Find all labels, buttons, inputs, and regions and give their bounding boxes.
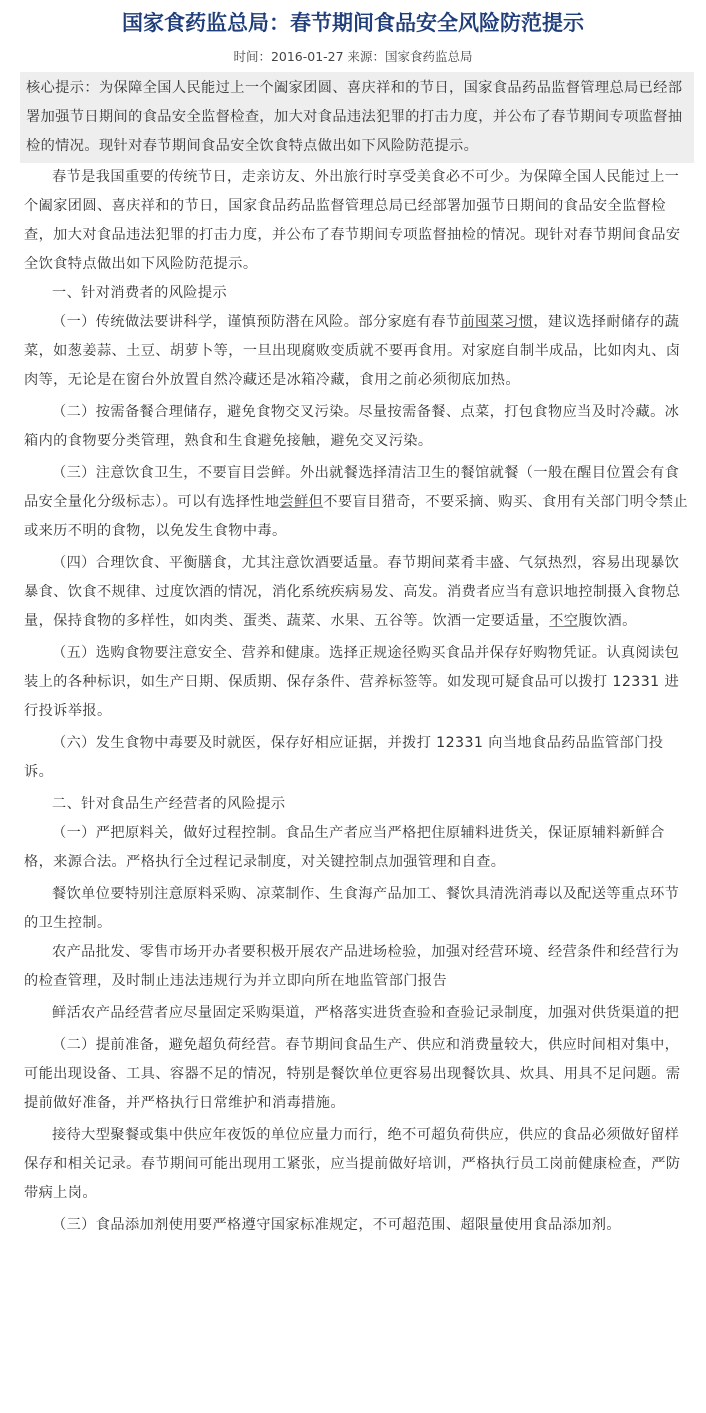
- producer-tip-1: （一）严把原料关，做好过程控制。食品生产者应当严格把住原辅料进货关，保证原辅料新鲜合格，来源合法。严格执行全过程记录制度，对关键控制点加强管理和自查。: [24, 825, 665, 870]
- consumer-tip-4-text: （四）合理饮食、平衡膳食，尤其注意饮酒要适量。春节期间菜肴丰盛、气氛热烈，容易出现暴饮暴食、饮食不规律、过度饮酒的情况，消化系统疾病易发、高发。消费者应当有意识地控制摄入食物总量，保持食物的多样性，如肉类、蛋类、蔬菜、水果、五谷等。饮酒一定要适量，: [24, 555, 681, 629]
- producer-tip-2: （二）提前准备，避免超负荷经营。春节期间食品生产、供应和消费量较大，供应时间相对集中，可能出现设备、工具、容器不足的情况，特别是餐饮单位更容易出现餐饮具、炊具、用具不足问题。需提前做好准备，并严格执行日常维护和消毒措施。: [24, 1037, 681, 1111]
- article-body: [24, 163, 688, 1240]
- consumer-tip-5: （五）选购食物要注意安全、营养和健康。选择正规途径购买食品并保存好购物凭证。认真阅读包装上的各种标识，如生产日期、保质期、保存条件、营养标签等。如发现可疑食品可以拨打 12331 进行投诉举报。: [24, 645, 680, 719]
- producer-tip-1-catering: 餐饮单位要特别注意原料采购、凉菜制作、生食海产品加工、餐饮具清洗消毒以及配送等重点环节的卫生控制。: [24, 886, 680, 931]
- consumer-tip-3: [24, 459, 688, 546]
- producer-tip-1-fresh: 鲜活农产品经营者应尽量固定采购渠道，严格落实进货查验和查验记录制度，加强对供货渠道的把: [52, 1005, 680, 1021]
- consumer-tip-1-underlined: 前囤菜习惯: [460, 314, 534, 330]
- producer-tip-3: （三）食品添加剂使用要严格遵守国家标准规定，不可超范围、超限量使用食品添加剂。: [52, 1217, 621, 1233]
- consumer-tip-4-underlined: 不空: [549, 613, 579, 629]
- section-heading-consumers: 一、针对消费者的风险提示: [52, 285, 228, 301]
- consumer-tip-1: [24, 308, 688, 395]
- consumer-tip-4-rest: 腹饮酒。: [578, 613, 637, 629]
- consumer-tip-6: （六）发生食物中毒要及时就医，保存好相应证据，并拨打 12331 向当地食品药品监管部门投诉。: [24, 735, 664, 780]
- intro-paragraph: 春节是我国重要的传统节日，走亲访友、外出旅行时享受美食必不可少。为保障全国人民能过上一个阖家团圆、喜庆祥和的节日，国家食品药品监督管理总局已经部署加强节日期间的食品安全监督检查，加大对食品违法犯罪的打击力度，并公布了春节期间专项监督抽检的情况。现针对春节期间食品安全饮食特点做出如下风险防范提示。: [24, 169, 681, 272]
- producer-tip-2-banquets: 接待大型聚餐或集中供应年夜饭的单位应量力而行，绝不可超负荷供应，供应的食品必须做好留样保存和相关记录。春节期间可能出现用工紧张，应当提前做好培训，严格执行员工岗前健康检查，严防带病上岗。: [24, 1127, 681, 1201]
- article-title: 国家食药监总局：春节期间食品安全风险防范提示: [122, 11, 584, 35]
- consumer-tip-1-rest: ，建议选择耐储存的蔬菜，如葱姜蒜、土豆、胡萝卜等，一旦出现腐败变质就不要再食用。对家庭自制半成品，比如肉丸、卤肉等，无论是在窗台外放置自然冷藏还是冰箱冷藏，食用之前必须彻底加热。: [24, 314, 681, 388]
- article-meta: 时间：2016-01-27 来源：国家食药监总局: [233, 49, 473, 64]
- core-summary: 核心提示：为保障全国人民能过上一个阖家团圆、喜庆祥和的节日，国家食品药品监督管理总局已经部署加强节日期间的食品安全监督检查，加大对食品违法犯罪的打击力度，并公布了春节期间专项监督抽检的情况。现针对春节期间食品安全饮食特点做出如下风险防范提示。: [20, 72, 694, 163]
- consumer-tip-1-text: （一）传统做法要讲科学，谨慎预防潜在风险。部分家庭有春节: [52, 314, 461, 330]
- consumer-tip-3-rest: 不要盲目猎奇，不要采摘、购买、食用有关部门明令禁止或来历不明的食物，以免发生食物中毒。: [24, 494, 688, 539]
- producer-tip-1-markets: 农产品批发、零售市场开办者要积极开展农产品进场检验，加强对经营环境、经营条件和经营行为的检查管理，及时制止违法违规行为并立即向所在地监管部门报告: [24, 944, 680, 989]
- section-heading-producers: 二、针对食品生产经营者的风险提示: [52, 796, 286, 812]
- consumer-tip-4: [24, 549, 688, 636]
- consumer-tip-3-underlined: 尝鲜但: [279, 494, 324, 510]
- consumer-tip-3-text: （三）注意饮食卫生，不要盲目尝鲜。外出就餐选择清洁卫生的餐馆就餐（一般在醒目位置会有食品安全量化分级标志）。可以有选择性地: [24, 465, 680, 510]
- consumer-tip-2: （二）按需备餐合理储存，避免食物交叉污染。尽量按需备餐、点菜，打包食物应当及时冷藏。冰箱内的食物要分类管理，熟食和生食避免接触，避免交叉污染。: [24, 404, 680, 449]
